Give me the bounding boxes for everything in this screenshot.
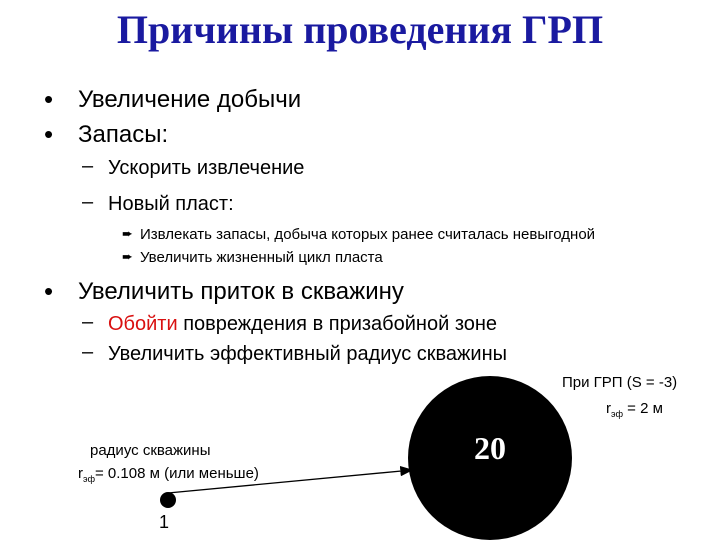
- right-label-line1: При ГРП (S = -3): [562, 374, 678, 391]
- sub-bullet-text: Новый пласт:: [108, 193, 234, 215]
- small-well-number: 1: [159, 512, 170, 532]
- bullet-dot: •: [44, 119, 54, 149]
- left-label-line2: [78, 465, 259, 484]
- bullet-text: Запасы:: [78, 121, 169, 148]
- bullet-text: Увеличение добычи: [78, 86, 302, 113]
- arrow-icon: ➨: [122, 249, 133, 264]
- left-label-line1: радиус скважины: [90, 442, 211, 459]
- sub-bullet-text: Увеличить эффективный радиус скважины: [108, 343, 507, 365]
- r-subscript: эф: [611, 409, 623, 419]
- r-subscript: эф: [83, 474, 95, 484]
- sub-sub-bullet-text: Увеличить жизненный цикл пласта: [140, 249, 383, 266]
- bullet-dot: •: [44, 84, 54, 114]
- left-value: = 0.108 м (или меньше): [95, 465, 259, 482]
- small-well-circle: [160, 492, 176, 508]
- slide-title: Причины проведения ГРП: [116, 7, 604, 52]
- r-symbol: r: [606, 400, 611, 417]
- arrow-icon: ➨: [122, 226, 133, 241]
- right-label-line2: [606, 400, 663, 419]
- bullet-text: Увеличить приток в скважину: [78, 278, 404, 305]
- right-value: = 2 м: [623, 400, 663, 417]
- sub-sub-bullet-text: Извлекать запасы, добыча которых ранее считалась невыгодной: [140, 226, 596, 243]
- bullet-dot: •: [44, 276, 54, 306]
- r-symbol: r: [78, 465, 83, 482]
- dash-marker: –: [82, 191, 94, 213]
- sub-bullet-text: повреждения в призабойной зоне: [177, 313, 498, 335]
- dash-marker: –: [82, 311, 94, 333]
- dash-marker: –: [82, 155, 94, 177]
- highlight-word: Обойти: [108, 313, 178, 335]
- dash-marker: –: [82, 341, 94, 363]
- sub-bullet-text: Ускорить извлечение: [108, 157, 305, 179]
- large-circle-number: 20: [474, 430, 506, 466]
